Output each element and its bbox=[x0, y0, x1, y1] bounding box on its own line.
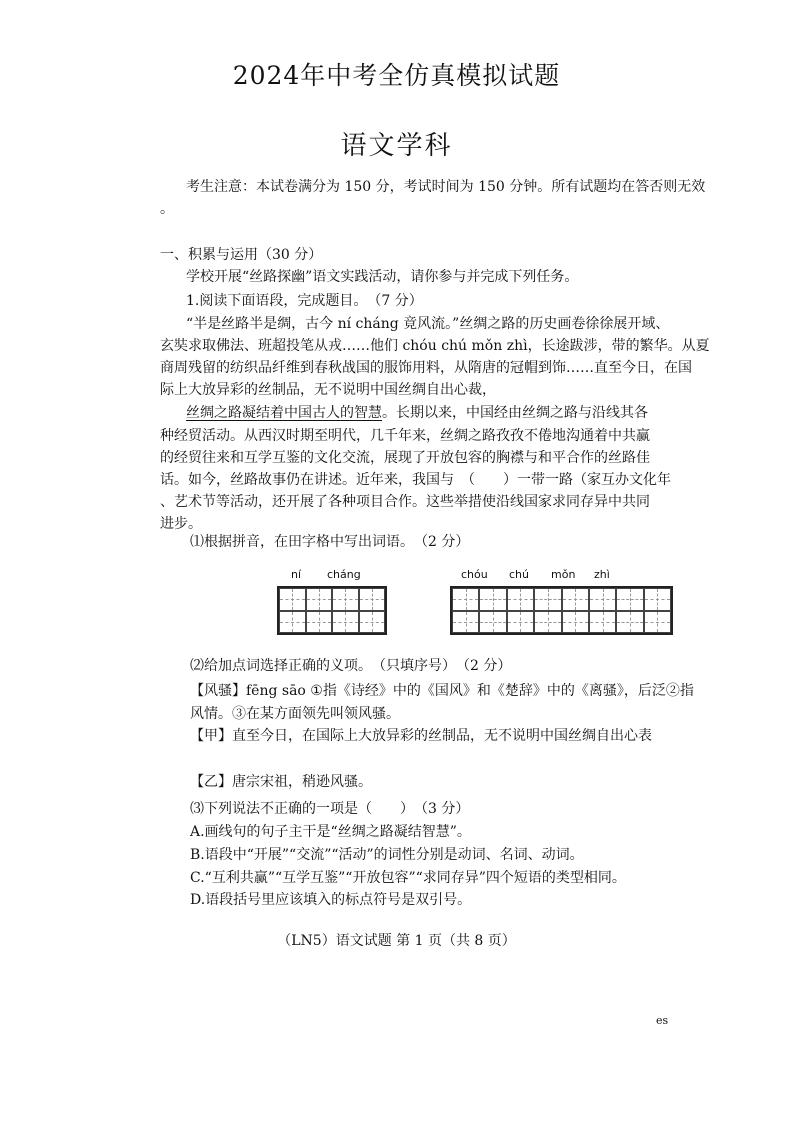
grid-cell[interactable] bbox=[534, 611, 561, 634]
grid-cell[interactable] bbox=[479, 588, 506, 611]
passage-line: 的经贸往来和互学互鉴的文化交流，展现了开放包容的胸襟与和平合作的丝路佳 bbox=[160, 450, 650, 466]
grid-cell[interactable] bbox=[562, 611, 589, 634]
exam-title: 2024年中考全仿真模拟试题 bbox=[232, 61, 561, 90]
passage-line: 际上大放异彩的丝制品，无不说明中国丝绸自出心裁， bbox=[160, 382, 496, 398]
grid-cell[interactable] bbox=[507, 588, 534, 611]
pinyin-label: zhì bbox=[594, 568, 610, 581]
passage-line: 、艺术节等活动，还开展了各种项目合作。这些举措使沿线国家求同存异中共同 bbox=[160, 494, 650, 510]
passage-line bbox=[186, 402, 648, 424]
grid-cell[interactable] bbox=[616, 588, 643, 611]
notice-line-1: 考生注意：本试卷满分为 150 分，考试时间为 150 分钟。所有试题均在答否则无效 bbox=[186, 179, 706, 195]
passage-line: 话。如今，丝路故事仍在讲述。近年来，我国与 （ ）一带一路（家互办文化年 bbox=[160, 472, 671, 488]
option-c: C.“互利共赢”“互学互鉴”“开放包容”“求同存异”四个短语的类型相同。 bbox=[190, 870, 626, 886]
grid-cell[interactable] bbox=[644, 588, 671, 611]
passage-line: “半是丝路半是绸，古今 ní cháng 竟风流。”丝绸之路的历史画卷徐徐展开域、 bbox=[186, 316, 670, 332]
pinyin-label: cháng bbox=[327, 568, 361, 581]
grid-cell[interactable] bbox=[479, 611, 506, 634]
grid-cell[interactable] bbox=[534, 588, 561, 611]
passage-line: 种经贸活动。从西汉时期至明代，几千年来，丝绸之路孜孜不倦地沟通着中共赢 bbox=[160, 428, 650, 444]
passage-line: 进步。 bbox=[160, 516, 202, 532]
question-1: 1.阅读下面语段，完成题目。 （7 分） bbox=[186, 293, 423, 309]
grid-cell[interactable] bbox=[452, 588, 479, 611]
grid-cell[interactable] bbox=[332, 588, 359, 611]
grid-cell[interactable] bbox=[507, 611, 534, 634]
subquestion-3: ⑶下列说法不正确的一项是（ ） （3 分） bbox=[190, 801, 470, 817]
grid-cell[interactable] bbox=[279, 611, 306, 634]
grid-cell[interactable] bbox=[359, 611, 386, 634]
grid-cell[interactable] bbox=[562, 588, 589, 611]
grid-cell[interactable] bbox=[359, 588, 386, 611]
passage-line: 玄奘求取佛法、班超投笔从戎……他们 chóu chú mǒn zhì，长途跋涉，带的繁华。从夏 bbox=[160, 338, 710, 354]
grid-cell[interactable] bbox=[279, 588, 306, 611]
definition-line: 【风骚】fēng sāo ①指《诗经》中的《国风》和《楚辞》中的《离骚》，后泛②指 bbox=[190, 683, 694, 699]
pinyin-label: mǒn bbox=[551, 568, 576, 581]
section-intro: 学校开展“丝路探幽”语文实践活动，请你参与并完成下列任务。 bbox=[186, 269, 579, 285]
writing-grid-a[interactable] bbox=[277, 586, 387, 635]
underlined-sentence: 丝绸之路凝结着中国古人的智慧 bbox=[186, 405, 382, 421]
grid-cell[interactable] bbox=[452, 611, 479, 634]
subject-title: 语文学科 bbox=[340, 131, 453, 161]
writing-grid-b[interactable] bbox=[450, 586, 673, 635]
grid-cell[interactable] bbox=[306, 588, 333, 611]
corner-mark: es bbox=[656, 1014, 669, 1027]
grid-cell[interactable] bbox=[589, 588, 616, 611]
grid-cell[interactable] bbox=[644, 611, 671, 634]
pinyin-label: chú bbox=[509, 568, 529, 581]
page-footer: （LN5）语文试题 第 1 页（共 8 页） bbox=[277, 933, 516, 949]
option-b: B.语段中“开展”“交流”“活动”的词性分别是动词、名词、动词。 bbox=[190, 847, 584, 863]
passage-line: 商周残留的纺织品纤维到春秋战国的服饰用料，从隋唐的冠帽到饰……直至今日，在国 bbox=[160, 360, 692, 376]
passage-text: 。长期以来，中国经由丝绸之路与沿线其各 bbox=[382, 405, 648, 421]
definition-line: 风情。③在某方面领先叫领风骚。 bbox=[190, 706, 400, 722]
section-heading: 一、积累与运用（30 分） bbox=[160, 247, 323, 263]
grid-cell[interactable] bbox=[332, 611, 359, 634]
notice-line-2: 。 bbox=[160, 201, 174, 217]
grid-cell[interactable] bbox=[306, 611, 333, 634]
subquestion-2: ⑵给加点词选择正确的义项。 （只填序号） （2 分） bbox=[190, 658, 512, 674]
grid-cell[interactable] bbox=[616, 611, 643, 634]
grid-cell[interactable] bbox=[589, 611, 616, 634]
example-yi: 【乙】唐宗宋祖，稍逊风骚。 bbox=[190, 774, 372, 790]
pinyin-label: ní bbox=[291, 568, 302, 581]
example-jia: 【甲】直至今日，在国际上大放异彩的丝制品，无不说明中国丝绸自出心表 bbox=[190, 728, 652, 744]
option-a: A.画线句的句子主干是“丝绸之路凝结智慧”。 bbox=[190, 824, 471, 840]
option-d: D.语段括号里应该填入的标点符号是双引号。 bbox=[190, 892, 472, 908]
subquestion-1: ⑴根据拼音，在田字格中写出词语。 （2 分） bbox=[190, 534, 470, 550]
pinyin-label: chóu bbox=[461, 568, 488, 581]
